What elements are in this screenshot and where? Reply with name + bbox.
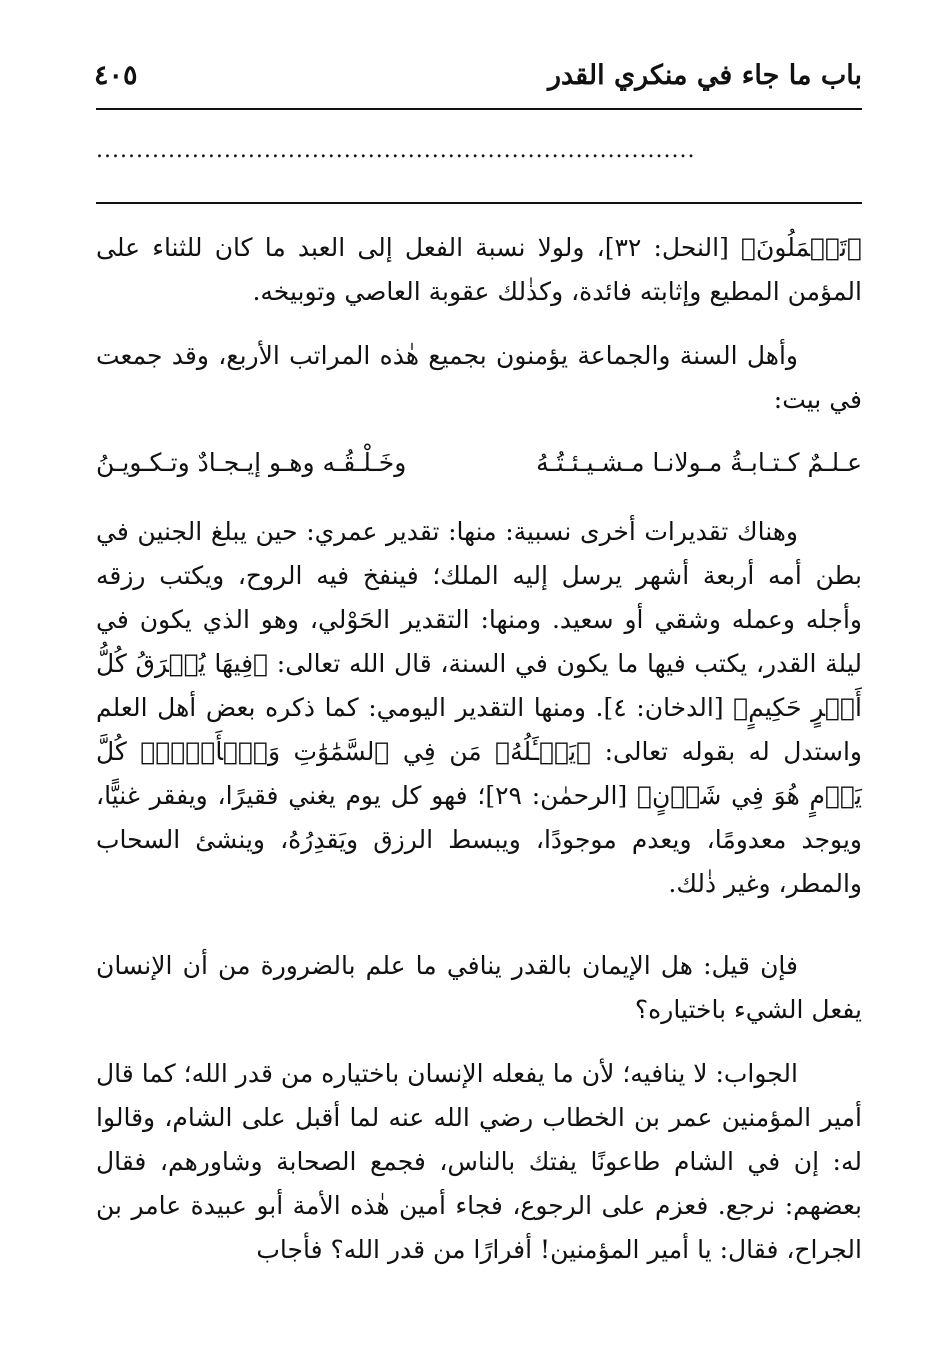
paragraph-1: ﴿تَعۡمَلُونَ﴾ [النحل: ٣٢]، ولولا نسبة الفعل إلى العبد ما كان للثناء على المؤمن المطيع وإثابته فائدة، وكذٰلك عقوبة العاصي وتوبيخه. (96, 233, 862, 306)
paragraph-2: وأهل السنة والجماعة يؤمنون بجميع هٰذه المراتب الأربع، وقد جمعت في بيت: (96, 341, 862, 414)
paragraph-5: الجواب: لا ينافيه؛ لأن ما يفعله الإنسان باختياره من قدر الله؛ كما قال أمير المؤمنين عمر بن الخطاب رضي الله عنه لما أقبل على الشام، وقالوا له: إن في الشام طاعونًا يفتك بالناس، فجمع الصحابة وشاورهم، فقال بعضهم: نرجع. فعزم على الرجوع، فجاء أمين هٰذه الأمة أبو عبيدة عامر بن الجراح، فقال: يا أمير المؤمنين! أفرارًا من قدر الله؟ فأجاب (96, 1059, 862, 1264)
verse-second-hemistich: وخَـلْـقُـه وهـو إيـجـادٌ وتـكـويـنُ (96, 447, 407, 477)
paragraph-4: فإن قيل: هل الإيمان بالقدر ينافي ما علم بالضرورة من أن الإنسان يفعل الشيء باختياره؟ (96, 951, 862, 1024)
separator-rule (96, 202, 862, 204)
verse-first-hemistich: عـلـمٌ كـتـابـةُ مـولانـا مـشـيـئـتُـهُ (536, 447, 862, 477)
poetry-verse (96, 440, 862, 484)
paragraph-3: وهناك تقديرات أخرى نسبية: منها: تقدير عمري: حين يبلغ الجنين في بطن أمه أربعة أشهر يرسل إليه الملك؛ فينفخ فيه الروح، ويكتب رزقه وأجله وعمله وشقي أو سعيد. ومنها: التقدير الحَوْلي، وهو الذي يكون في ليلة القدر، يكتب فيها ما يكون في السنة، قال الله تعالى: ﴿فِيهَا يُفۡرَقُ كُلُّ أَمۡرٍ حَكِيمٍ﴾ [الدخان: ٤]. ومنها التقدير اليومي: كما ذكره بعض أهل العلم واستدل له بقوله تعالى: ﴿يَسۡـَٔلُهُۥ مَن فِي ٱلسَّمَٰوَٰتِ وَٱلۡأَرۡضِۚ كُلَّ يَوۡمٍ هُوَ فِي شَأۡنٍ﴾ [الرحمٰن: ٢٩]؛ فهو كل يوم يغني فقيرًا، ويفقر غنيًّا، ويوجد معدومًا، ويعدم موجودًا، ويبسط الرزق ويَقدِرُهُ، وينشئ السحاب والمطر، وغير ذٰلك. (96, 517, 863, 898)
running-header (94, 50, 862, 100)
chapter-title: باب ما جاء في منكري القدر (547, 59, 862, 91)
omission-dots: ........................................................................... (96, 138, 696, 163)
header-rule (96, 108, 862, 110)
page-number: ٤٠٥ (94, 59, 138, 91)
